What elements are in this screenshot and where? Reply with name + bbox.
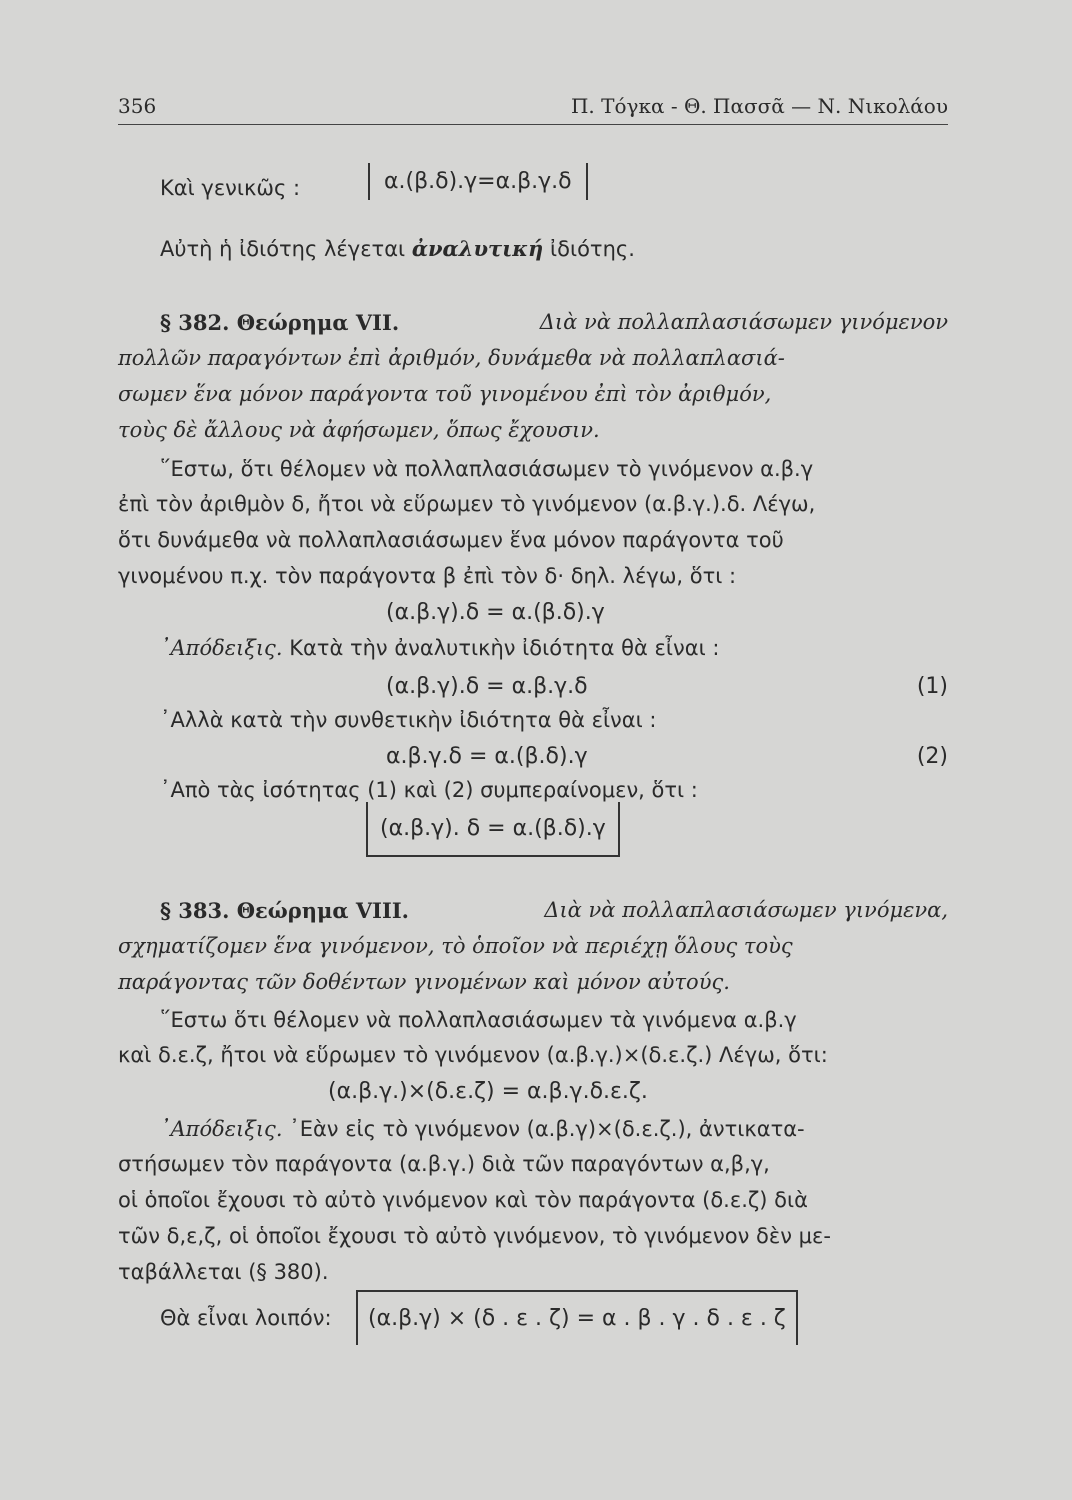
- general-formula: α.(β.δ).γ=α.β.γ.δ: [384, 169, 572, 194]
- page-number: 356: [118, 94, 157, 118]
- s382-heading: § 382. Θεώρημα VII.: [160, 310, 400, 335]
- general-label: Καὶ γενικῶς :: [160, 176, 301, 200]
- s382-eq2-number: (2): [916, 744, 948, 769]
- s382-text-3: γινομένου π.χ. τὸν παράγοντα β ἐπὶ τὸν δ· δηλ. λέγω, ὅτι :: [118, 564, 737, 588]
- s383-proof-line-1: οἱ ὁποῖοι ἔχουσι τὸ αὐτὸ γινόμενον καὶ τὸν παράγοντα (δ.ε.ζ) διὰ: [118, 1188, 808, 1212]
- s382-conclusion-text: ᾿Απὸ τὰς ἰσότητας (1) καὶ (2) συμπεραίνομεν, ὅτι :: [160, 778, 698, 802]
- s383-final-formula: (α.β.γ) × (δ . ε . ζ) = α . β . γ . δ . ε . ζ: [368, 1306, 786, 1331]
- s382-proof-text: Κατὰ τὴν ἀναλυτικὴν ἰδιότητα θὰ εἶναι :: [289, 636, 720, 660]
- s382-eq0: (α.β.γ).δ = α.(β.δ).γ: [386, 600, 605, 625]
- general-formula-box: [368, 163, 588, 200]
- property-term: ἀναλυτική: [411, 236, 544, 261]
- property-post: ἰδιότης.: [550, 237, 635, 261]
- s382-statement-2: σωμεν ἕνα μόνον παράγοντα τοῦ γινομένου ἐπὶ τὸν ἀριθμόν,: [118, 382, 772, 406]
- s382-boxed-result: [366, 802, 620, 857]
- s382-proof-label: ᾿Απόδειξις.: [160, 636, 283, 660]
- running-header: [118, 94, 948, 125]
- s383-statement-2: παράγοντας τῶν δοθέντων γινομένων καὶ μόνον αὐτούς.: [118, 970, 730, 994]
- s382-statement-3: τοὺς δὲ ἄλλους νὰ ἀφήσωμεν, ὅπως ἔχουσιν.: [118, 418, 600, 442]
- s382-eq1: (α.β.γ).δ = α.β.γ.δ: [386, 674, 588, 699]
- s382-text-2: ὅτι δυνάμεθα νὰ πολλαπλασιάσωμεν ἕνα μόνον παράγοντα τοῦ: [118, 528, 784, 552]
- s383-final-label: Θὰ εἶναι λοιπόν:: [160, 1306, 332, 1330]
- s382-statement-1: πολλῶν παραγόντων ἐπὶ ἀριθμόν, δυνάμεθα νὰ πολλαπλασιά-: [118, 346, 785, 370]
- s383-eq0: (α.β.γ.)×(δ.ε.ζ) = α.β.γ.δ.ε.ζ.: [328, 1079, 648, 1104]
- s383-proof-line-2: τῶν δ,ε,ζ, οἱ ὁποῖοι ἔχουσι τὸ αὐτὸ γινόμενον, τὸ γινόμενον δὲν με-: [118, 1224, 831, 1248]
- s383-text-1: καὶ δ.ε.ζ, ἤτοι νὰ εὕρωμεν τὸ γινόμενον (α.β.γ.)×(δ.ε.ζ.) Λέγω, ὅτι:: [118, 1043, 828, 1067]
- property-pre: Αὐτὴ ἡ ἰδιότης λέγεται: [160, 237, 406, 261]
- s383-statement-0: Διὰ νὰ πολλαπλασιάσωμεν γινόμενα,: [544, 898, 948, 922]
- s382-boxed-formula: (α.β.γ). δ = α.(β.δ).γ: [380, 816, 606, 841]
- s383-heading: § 383. Θεώρημα VIII.: [160, 898, 409, 923]
- s382-eq2: α.β.γ.δ = α.(β.δ).γ: [386, 744, 588, 769]
- s382-statement-0: Διὰ νὰ πολλαπλασιάσωμεν γινόμενον: [539, 310, 948, 334]
- property-line: [160, 236, 990, 261]
- s383-proof-label: ᾿Απόδειξις.: [160, 1117, 283, 1141]
- s383-statement-1: σχηματίζομεν ἕνα γινόμενον, τὸ ὁποῖον νὰ περιέχῃ ὅλους τοὺς: [118, 934, 793, 958]
- s383-heading-line: [160, 898, 948, 923]
- s383-proof-line-0: στήσωμεν τὸν παράγοντα (α.β.γ.) διὰ τῶν παραγόντων α,β,γ,: [118, 1152, 770, 1176]
- s383-proof-line: [160, 1117, 948, 1141]
- s382-proof-line: [160, 636, 990, 660]
- s383-proof-first: ᾿Εὰν εἰς τὸ γινόμενον (α.β.γ)×(δ.ε.ζ.), ἀντικατα-: [289, 1117, 805, 1141]
- s382-eq1-number: (1): [916, 674, 948, 699]
- s382-synthetic-text: ᾿Αλλὰ κατὰ τὴν συνθετικὴν ἰδιότητα θὰ εἶναι :: [160, 708, 657, 732]
- s382-text-0: ῞Εστω, ὅτι θέλομεν νὰ πολλαπλασιάσωμεν τὸ γινόμενον α.β.γ: [160, 457, 814, 481]
- s383-text-0: ῞Εστω ὅτι θέλομεν νὰ πολλαπλασιάσωμεν τὰ γινόμενα α.β.γ: [160, 1008, 797, 1032]
- s383-final-box: [356, 1290, 798, 1345]
- authors: Π. Τόγκα - Θ. Πασσᾶ — Ν. Νικολάου: [570, 94, 948, 118]
- s383-proof-line-3: ταβάλλεται (§ 380).: [118, 1260, 329, 1284]
- s382-heading-line: [160, 310, 948, 335]
- s382-text-1: ἐπὶ τὸν ἀριθμὸν δ, ἤτοι νὰ εὕρωμεν τὸ γινόμενον (α.β.γ.).δ. Λέγω,: [118, 492, 816, 516]
